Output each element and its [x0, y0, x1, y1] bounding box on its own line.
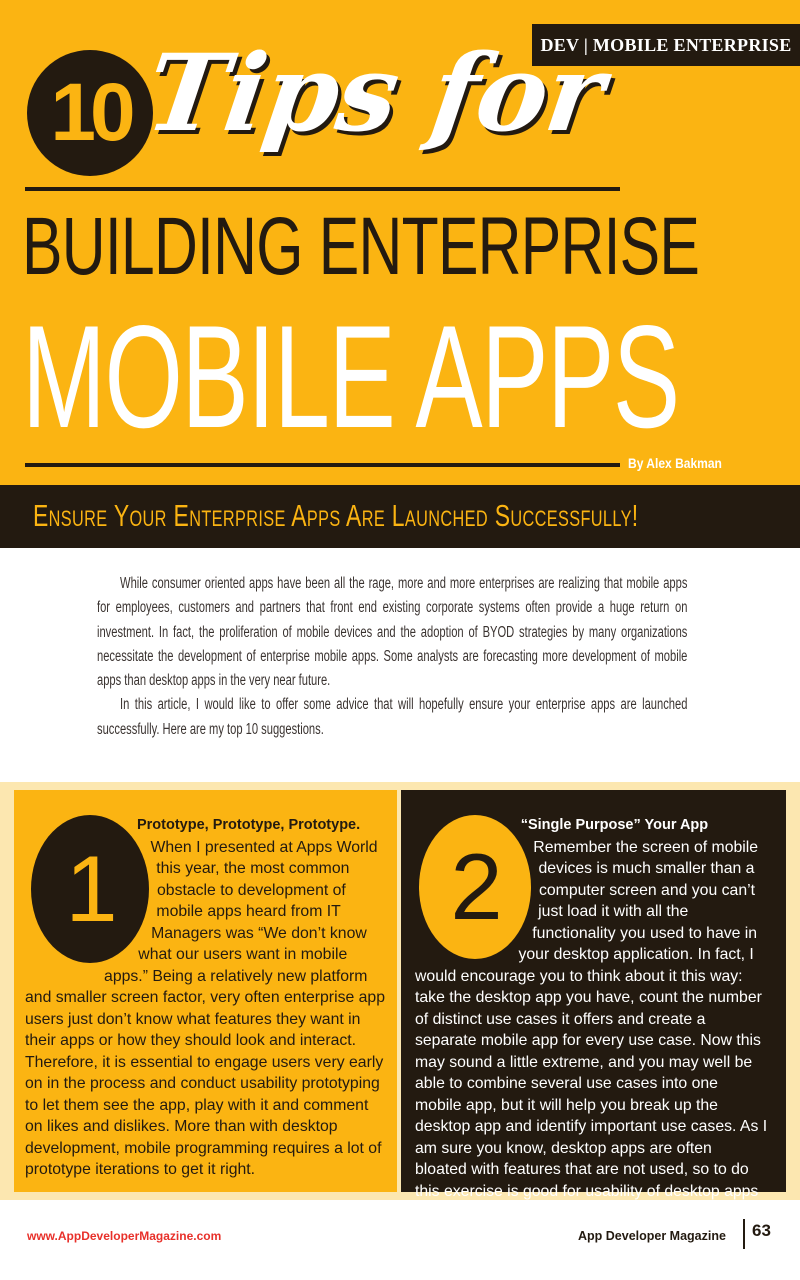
intro-paragraph: In this article, I would like to offer some advice that will hopefully ensure your enterprise apps are launched successfully. Here are my top 10 suggestions. — [97, 696, 688, 738]
tip-number-badge: 2 — [419, 815, 531, 959]
title-script: Tips for — [139, 30, 611, 155]
headline-line-1: BUILDING ENTERPRISE — [22, 201, 700, 292]
footer-magazine-name: App Developer Magazine — [578, 1229, 726, 1243]
hero-banner — [0, 0, 800, 485]
subhead: Ensure Your Enterprise Apps Are Launched Successfully! — [33, 498, 639, 533]
intro-paragraph: While consumer oriented apps have been all the rage, more and more enterprises are realizing that mobile apps for employees, customers and partners that front end existing corporate systems often provide a huge return on investment. In fact, the proliferation of mobile devices and the adoption of BYOD strategies by many organizations necessitate the development of enterprise mobile apps. Some analysts are forecasting more development of mobile apps than desktop apps in the very near future. — [97, 575, 688, 690]
footer-divider — [743, 1219, 745, 1249]
tip-card-1 — [14, 790, 397, 1192]
tip-body: When I presented at Apps World this year, the most common obstacle to development of mobile apps heard from IT Managers was “We don’t know what our users want in mobile apps.” Being a relatively new platform and smaller screen factor, very often enterprise app users just don’t know what features they want in their apps or how they should look and interact. Therefore, it is essential to engage users very early on in the process and conduct usability prototyping to let them see the app, play with it and comment on likes and dislikes. More than with desktop development, mobile programming requires a lot of prototype iterations to get it right. — [25, 838, 386, 1178]
section-tag: DEV | MOBILE ENTERPRISE — [532, 24, 800, 66]
byline: By Alex Bakman — [628, 455, 722, 471]
tip-title: “Single Purpose” Your App — [520, 817, 709, 833]
page-number: 63 — [752, 1221, 771, 1240]
tip-number-badge: 1 — [31, 815, 149, 963]
tip-title: Prototype, Prototype, Prototype. — [136, 817, 361, 833]
title-number-badge: 10 — [27, 50, 153, 176]
footer-website-link[interactable]: www.AppDeveloperMagazine.com — [27, 1229, 222, 1243]
headline-line-2: MOBILE APPS — [22, 295, 679, 458]
divider-rule-top — [25, 187, 620, 191]
divider-rule-bottom — [25, 463, 620, 467]
tip-body: Remember the screen of mobile devices is much smaller than a computer screen and you can’t just load it with all the functionality you used to have in your desktop application. In fact, I would encourage you to think about it this way: take the desktop app you have, count the number of distinct use cases it offers and create a separate mobile app for every use case. Now this may sound a little extreme, and you may well be able to combine several use cases into one mobile app, but it will help you break up the desktop app and identify important use cases. As I am sure you know, desktop apps are often bloated with features that are not used, so to do this exercise is good for usability of desktop apps as well. — [415, 838, 768, 1221]
tip-card-2 — [401, 790, 786, 1221]
intro-text — [97, 572, 687, 742]
